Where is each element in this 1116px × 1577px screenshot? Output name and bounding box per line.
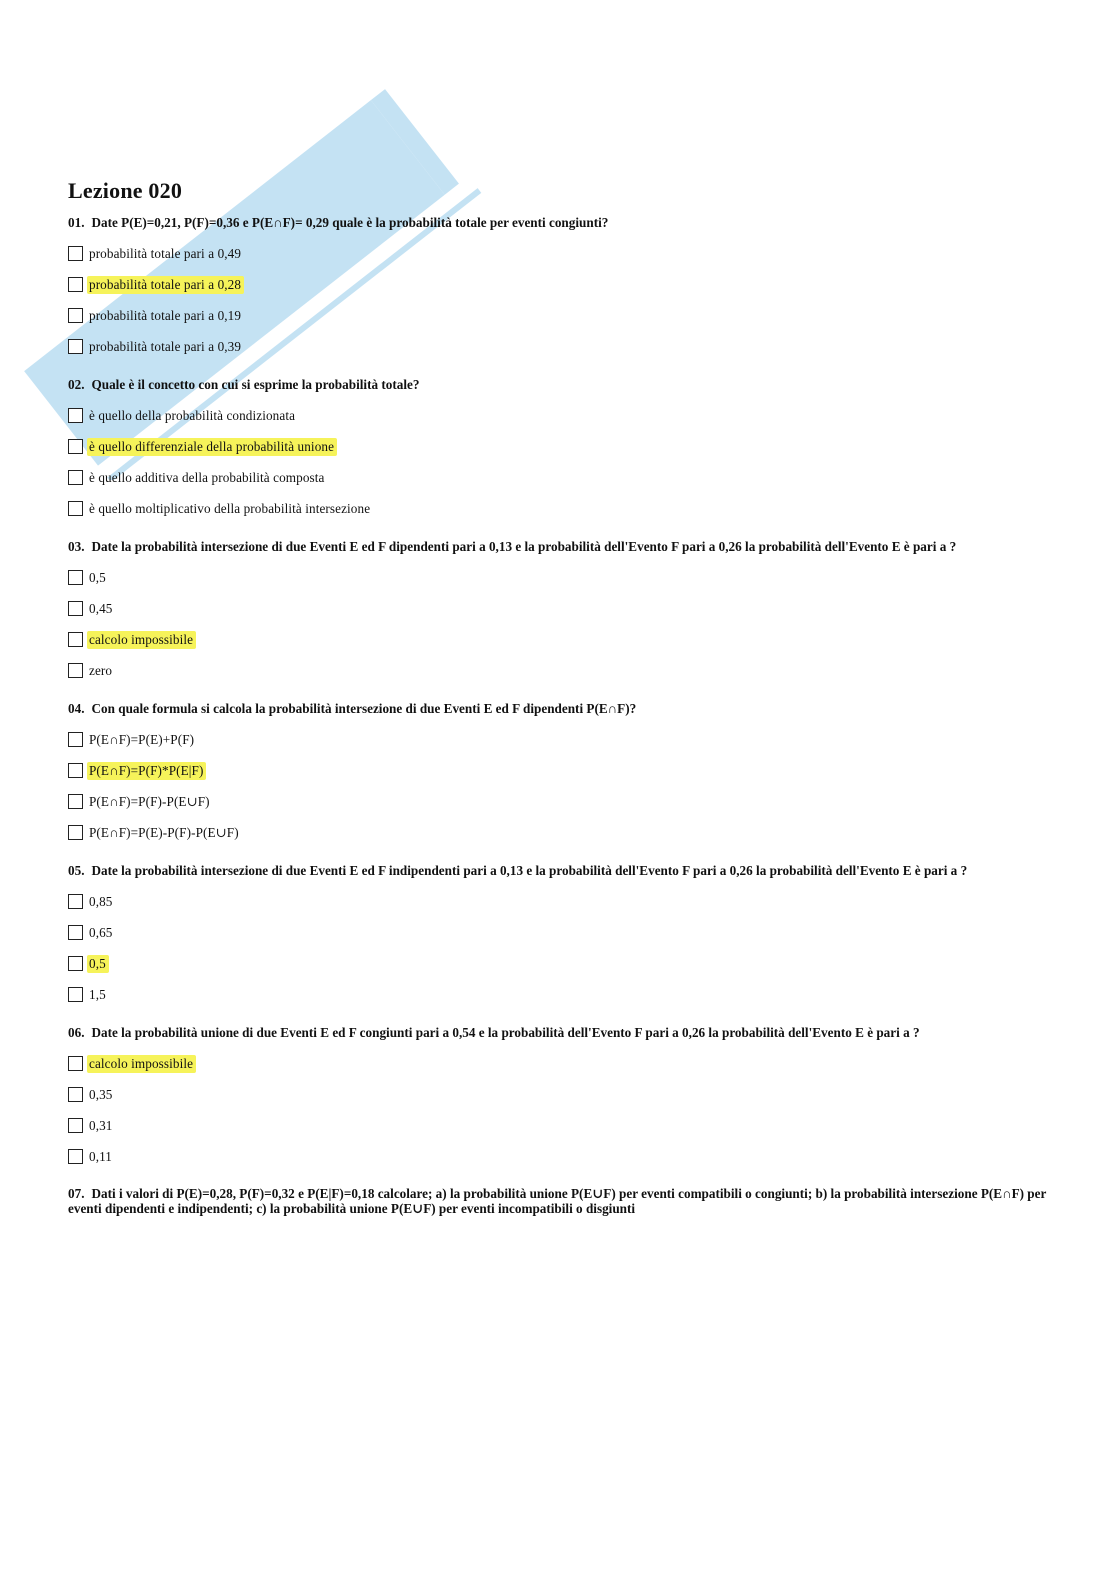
checkbox-icon[interactable] — [68, 987, 83, 1002]
question-prompt: Date la probabilità intersezione di due Eventi E ed F indipendenti pari a 0,13 e la probabilità dell'Evento F pari a 0,26 la probabilità dell'Evento E è pari a ? — [91, 863, 968, 878]
question-prompt: Date la probabilità intersezione di due Eventi E ed F dipendenti pari a 0,13 e la probabilità dell'Evento F pari a 0,26 la probabilità dell'Evento E è pari a ? — [91, 539, 957, 554]
answer-label: probabilità totale pari a 0,19 — [89, 307, 242, 323]
answer-label-highlighted: calcolo impossibile — [87, 631, 196, 649]
answer-option[interactable] — [68, 655, 1048, 686]
question-number: 06. — [68, 1025, 85, 1040]
answer-option[interactable] — [68, 493, 1048, 524]
checkbox-icon[interactable] — [68, 339, 83, 354]
answer-option[interactable] — [68, 1141, 1048, 1172]
question-number: 02. — [68, 377, 85, 392]
answer-option[interactable] — [68, 431, 1048, 462]
answer-label: zero — [89, 662, 113, 678]
checkbox-icon[interactable] — [68, 439, 83, 454]
answer-option[interactable] — [68, 593, 1048, 624]
answer-label: 0,11 — [89, 1148, 112, 1164]
checkbox-icon[interactable] — [68, 470, 83, 485]
lesson-title: Lezione 020 — [68, 178, 183, 203]
answer-option[interactable] — [68, 724, 1048, 755]
document-page — [68, 178, 1048, 1230]
answer-option[interactable] — [68, 238, 1048, 269]
checkbox-icon[interactable] — [68, 1056, 83, 1071]
answer-option[interactable] — [68, 755, 1048, 786]
checkbox-icon[interactable] — [68, 732, 83, 747]
answer-label: 0,31 — [89, 1117, 113, 1133]
checkbox-icon[interactable] — [68, 794, 83, 809]
question-06 — [68, 1024, 1048, 1172]
question-text — [68, 214, 1048, 232]
question-text — [68, 700, 1048, 718]
answer-option[interactable] — [68, 462, 1048, 493]
question-01 — [68, 214, 1048, 362]
question-number: 07. — [68, 1186, 85, 1201]
checkbox-icon[interactable] — [68, 1149, 83, 1164]
question-05 — [68, 862, 1048, 1010]
question-prompt: Date P(E)=0,21, P(F)=0,36 e P(E∩F)= 0,29 quale è la probabilità totale per eventi congiunti? — [91, 215, 609, 230]
checkbox-icon[interactable] — [68, 308, 83, 323]
question-number: 03. — [68, 539, 85, 554]
answer-option[interactable] — [68, 917, 1048, 948]
checkbox-icon[interactable] — [68, 408, 83, 423]
answer-option[interactable] — [68, 1048, 1048, 1079]
answer-option[interactable] — [68, 331, 1048, 362]
checkbox-icon[interactable] — [68, 570, 83, 585]
answer-label-highlighted: 0,5 — [87, 955, 109, 973]
question-03 — [68, 538, 1048, 686]
question-07 — [68, 1186, 1048, 1216]
answer-option[interactable] — [68, 1110, 1048, 1141]
answer-option[interactable] — [68, 786, 1048, 817]
checkbox-icon[interactable] — [68, 663, 83, 678]
answer-label: P(E∩F)=P(E)+P(F) — [89, 731, 195, 747]
answer-option[interactable] — [68, 979, 1048, 1010]
answer-option[interactable] — [68, 269, 1048, 300]
answer-option[interactable] — [68, 886, 1048, 917]
question-prompt: Date la probabilità unione di due Eventi E ed F congiunti pari a 0,54 e la probabilità dell'Evento F pari a 0,26 la probabilità dell'Evento E è pari a ? — [91, 1025, 920, 1040]
answer-label-highlighted: probabilità totale pari a 0,28 — [87, 276, 244, 294]
answer-label: P(E∩F)=P(E)-P(F)-P(E∪F) — [89, 824, 239, 840]
question-02 — [68, 376, 1048, 524]
question-text — [68, 376, 1048, 394]
question-prompt: Dati i valori di P(E)=0,28, P(F)=0,32 e P(E|F)=0,18 calcolare; a) la probabilità unione P(E∪F) per eventi compatibili o congiunti; b) la probabilità intersezione P(E∩F) per eventi dipendenti e indipendenti; c) la probabilità unione P(E∪F) per eventi incompatibili o disgiunti — [68, 1186, 1047, 1216]
answer-label: probabilità totale pari a 0,39 — [89, 338, 242, 354]
question-04 — [68, 700, 1048, 848]
answer-label: 0,65 — [89, 924, 113, 940]
question-text — [68, 862, 1048, 880]
question-text — [68, 1024, 1048, 1042]
answer-label: è quello additiva della probabilità composta — [89, 469, 325, 485]
answer-label: 0,5 — [89, 569, 106, 585]
checkbox-icon[interactable] — [68, 825, 83, 840]
answer-option[interactable] — [68, 400, 1048, 431]
question-text — [68, 538, 1048, 556]
question-list — [68, 214, 1048, 1216]
checkbox-icon[interactable] — [68, 601, 83, 616]
answer-label: è quello moltiplicativo della probabilità intersezione — [89, 500, 371, 516]
answer-label: probabilità totale pari a 0,49 — [89, 245, 242, 261]
answer-option[interactable] — [68, 1079, 1048, 1110]
checkbox-icon[interactable] — [68, 956, 83, 971]
question-prompt: Con quale formula si calcola la probabilità intersezione di due Eventi E ed F dipendenti P(E∩F)? — [91, 701, 637, 716]
answer-option[interactable] — [68, 300, 1048, 331]
checkbox-icon[interactable] — [68, 1118, 83, 1133]
checkbox-icon[interactable] — [68, 1087, 83, 1102]
question-number: 04. — [68, 701, 85, 716]
answer-label-highlighted: P(E∩F)=P(F)*P(E|F) — [87, 762, 206, 780]
answer-option[interactable] — [68, 817, 1048, 848]
checkbox-icon[interactable] — [68, 246, 83, 261]
checkbox-icon[interactable] — [68, 501, 83, 516]
answer-label: è quello della probabilità condizionata — [89, 407, 296, 423]
checkbox-icon[interactable] — [68, 277, 83, 292]
question-number: 05. — [68, 863, 85, 878]
answer-label: 1,5 — [89, 986, 106, 1002]
answer-label: 0,45 — [89, 600, 113, 616]
question-prompt: Quale è il concetto con cui si esprime la probabilità totale? — [91, 377, 420, 392]
checkbox-icon[interactable] — [68, 632, 83, 647]
checkbox-icon[interactable] — [68, 894, 83, 909]
checkbox-icon[interactable] — [68, 763, 83, 778]
checkbox-icon[interactable] — [68, 925, 83, 940]
question-text — [68, 1186, 1048, 1216]
answer-label: 0,85 — [89, 893, 113, 909]
answer-label: P(E∩F)=P(F)-P(E∪F) — [89, 793, 210, 809]
question-number: 01. — [68, 215, 85, 230]
answer-option[interactable] — [68, 948, 1048, 979]
answer-option[interactable] — [68, 624, 1048, 655]
answer-option[interactable] — [68, 562, 1048, 593]
answer-label-highlighted: è quello differenziale della probabilità unione — [87, 438, 337, 456]
answer-label-highlighted: calcolo impossibile — [87, 1055, 196, 1073]
answer-label: 0,35 — [89, 1086, 113, 1102]
